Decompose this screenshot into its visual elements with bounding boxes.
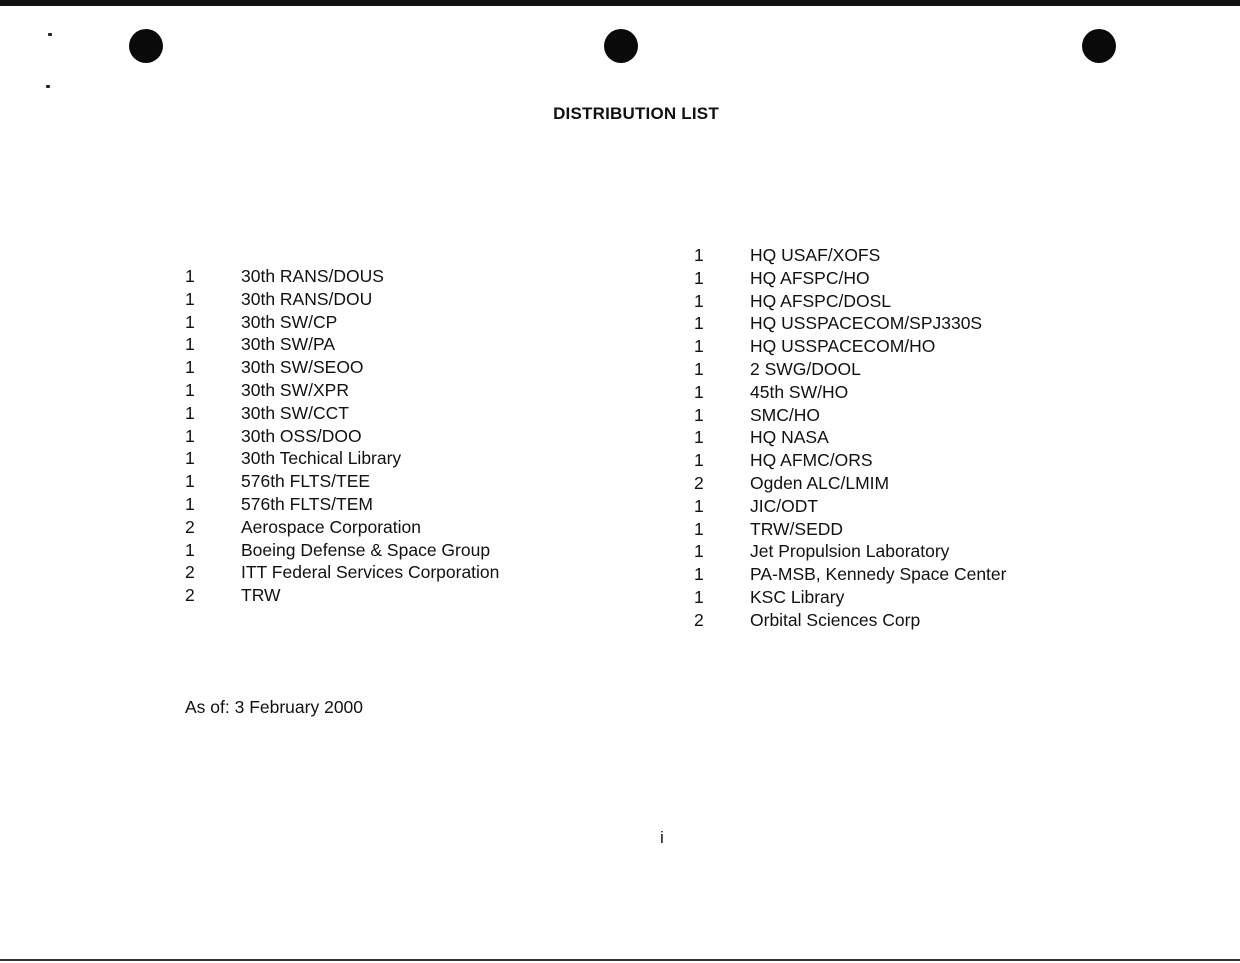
scan-speck: [46, 85, 50, 88]
recipient-name: HQ AFMC/ORS: [750, 450, 873, 471]
distribution-row: [694, 449, 1006, 472]
copy-quantity: 1: [694, 518, 704, 539]
recipient-name: 30th Techical Library: [241, 448, 402, 469]
distribution-row: [185, 265, 499, 288]
copy-quantity: 1: [694, 245, 704, 265]
page-number: i: [660, 828, 664, 847]
copy-quantity: 1: [694, 541, 704, 562]
bottom-border-rule: [0, 959, 1240, 961]
copy-quantity: 1: [185, 471, 195, 492]
recipient-name: 30th SW/CP: [241, 311, 338, 332]
copy-quantity: 1: [185, 311, 195, 332]
distribution-row: [694, 472, 1006, 495]
recipient-name: HQ USAF/XOFS: [750, 245, 881, 265]
recipient-name: KSC Library: [750, 586, 845, 607]
page-title: DISTRIBUTION LIST: [553, 104, 719, 123]
recipient-name: Ogden ALC/LMIM: [750, 472, 890, 493]
recipient-name: 2 SWG/DOOL: [750, 358, 861, 379]
distribution-row: [694, 312, 1006, 335]
recipient-name: 30th SW/CCT: [241, 402, 349, 423]
recipient-name: PA-MSB, Kennedy Space Center: [750, 564, 1007, 585]
recipient-name: 30th OSS/DOO: [241, 425, 362, 446]
recipient-name: HQ AFSPC/HO: [750, 267, 870, 288]
recipient-name: 30th RANS/DOUS: [241, 266, 384, 286]
distribution-row: [694, 426, 1006, 449]
distribution-row: [694, 267, 1006, 290]
distribution-row: [185, 447, 499, 470]
copy-quantity: 1: [694, 404, 704, 425]
distribution-row: [694, 609, 1006, 632]
recipient-name: HQ AFSPC/DOSL: [750, 290, 892, 311]
recipient-name: Jet Propulsion Laboratory: [750, 541, 950, 562]
copy-quantity: 1: [185, 493, 195, 514]
distribution-row: [185, 539, 499, 562]
recipient-name: 30th RANS/DOU: [241, 288, 373, 309]
recipient-name: Orbital Sciences Corp: [750, 609, 921, 630]
distribution-row: [694, 518, 1006, 541]
recipient-name: Boeing Defense & Space Group: [241, 539, 491, 560]
recipient-name: 576th FLTS/TEM: [241, 493, 373, 514]
distribution-row: [185, 584, 499, 607]
recipient-name: 30th SW/PA: [241, 334, 336, 355]
copy-quantity: 1: [694, 267, 704, 288]
distribution-row: [185, 311, 499, 334]
distribution-row: [185, 425, 499, 448]
punch-hole-center: [604, 29, 638, 63]
recipient-name: HQ NASA: [750, 427, 829, 448]
copy-quantity: 1: [694, 427, 704, 448]
copy-quantity: 1: [694, 586, 704, 607]
copy-quantity: 1: [185, 266, 195, 286]
distribution-row: [185, 356, 499, 379]
as-of-date: As of: 3 February 2000: [185, 697, 364, 717]
distribution-row: [185, 470, 499, 493]
copy-quantity: 1: [185, 357, 195, 378]
recipient-name: HQ USSPACECOM/SPJ330S: [750, 313, 983, 334]
distribution-row: [694, 290, 1006, 313]
copy-quantity: 1: [185, 379, 195, 400]
copy-quantity: 1: [694, 495, 704, 516]
distribution-row: [694, 586, 1006, 609]
copy-quantity: 1: [185, 539, 195, 560]
recipient-name: 30th SW/XPR: [241, 379, 349, 400]
copy-quantity: 1: [694, 290, 704, 311]
copy-quantity: 1: [694, 564, 704, 585]
distribution-row: [694, 335, 1006, 358]
distribution-row: [185, 288, 499, 311]
distribution-row: [185, 516, 499, 539]
copy-quantity: 2: [185, 562, 195, 583]
recipient-name: JIC/ODT: [750, 495, 819, 516]
distribution-row: [185, 333, 499, 356]
recipient-name: SMC/HO: [750, 404, 820, 425]
recipient-name: TRW/SEDD: [750, 518, 844, 539]
scan-speck: [48, 33, 52, 36]
recipient-name: Aerospace Corporation: [241, 516, 421, 537]
top-border-rule: [0, 0, 1240, 6]
copy-quantity: 2: [185, 516, 195, 537]
punch-hole-right: [1082, 29, 1116, 63]
distribution-row: [694, 381, 1006, 404]
distribution-row: [185, 402, 499, 425]
copy-quantity: 1: [694, 358, 704, 379]
distribution-row: [694, 244, 1006, 267]
distribution-row: [694, 358, 1006, 381]
distribution-list-left-column: [185, 265, 499, 607]
distribution-list-right-column: [694, 244, 1006, 632]
distribution-row: [694, 540, 1006, 563]
copy-quantity: 1: [694, 313, 704, 334]
recipient-name: 576th FLTS/TEE: [241, 471, 371, 492]
copy-quantity: 1: [185, 334, 195, 355]
copy-quantity: 1: [694, 450, 704, 471]
distribution-row: [694, 563, 1006, 586]
copy-quantity: 2: [185, 585, 195, 606]
punch-hole-left: [129, 29, 163, 63]
distribution-row: [694, 495, 1006, 518]
copy-quantity: 2: [694, 609, 704, 630]
copy-quantity: 1: [694, 381, 704, 402]
copy-quantity: 2: [694, 472, 704, 493]
recipient-name: 30th SW/SEOO: [241, 357, 364, 378]
copy-quantity: 1: [185, 448, 195, 469]
recipient-name: 45th SW/HO: [750, 381, 849, 402]
copy-quantity: 1: [185, 288, 195, 309]
recipient-name: HQ USSPACECOM/HO: [750, 336, 936, 357]
recipient-name: ITT Federal Services Corporation: [241, 562, 500, 583]
distribution-row: [694, 404, 1006, 427]
recipient-name: TRW: [241, 585, 281, 606]
copy-quantity: 1: [185, 425, 195, 446]
copy-quantity: 1: [694, 336, 704, 357]
copy-quantity: 1: [185, 402, 195, 423]
distribution-row: [185, 493, 499, 516]
distribution-row: [185, 561, 499, 584]
distribution-row: [185, 379, 499, 402]
